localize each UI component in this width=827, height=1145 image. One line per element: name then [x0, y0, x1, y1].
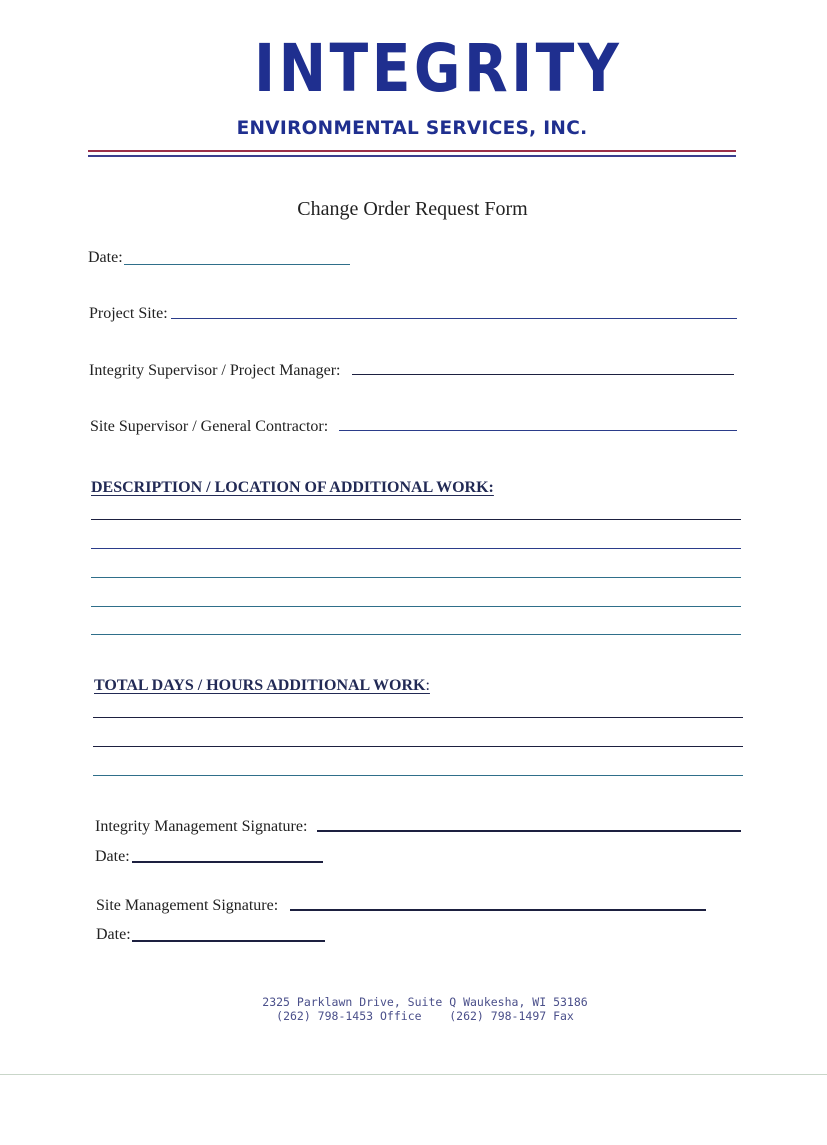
integrity-signature-date-label: Date: — [95, 848, 130, 865]
site-signature-label: Site Management Signature: — [96, 897, 279, 914]
form-title: Change Order Request Form — [297, 198, 528, 220]
site-supervisor-label: Site Supervisor / General Contractor: — [90, 418, 329, 435]
site-signature-date-label: Date: — [96, 926, 131, 943]
page-bottom-edge — [0, 1074, 827, 1075]
integrity-signature-label: Integrity Management Signature: — [95, 818, 308, 835]
footer-phones: (262) 798-1453 Office (262) 798-1497 Fax — [276, 1009, 574, 1023]
date-field[interactable] — [124, 264, 350, 265]
site-signature-field[interactable] — [290, 909, 706, 911]
project-site-label: Project Site: — [89, 305, 168, 322]
total-days-hours-line[interactable] — [93, 775, 743, 776]
site-signature-date-field[interactable] — [132, 940, 325, 942]
total-days-hours-line[interactable] — [93, 717, 743, 718]
company-logo-text: INTEGRITY — [254, 30, 623, 107]
total-days-hours-heading — [94, 677, 430, 695]
integrity-supervisor-field[interactable] — [352, 374, 734, 375]
header-rule-red — [88, 150, 736, 152]
total-days-hours-heading-text: TOTAL DAYS / HOURS ADDITIONAL WORK — [94, 677, 426, 694]
description-heading: DESCRIPTION / LOCATION OF ADDITIONAL WORK: — [91, 479, 494, 496]
site-supervisor-field[interactable] — [339, 430, 737, 431]
header-rule-blue — [88, 155, 736, 157]
description-line[interactable] — [91, 606, 741, 607]
date-label: Date: — [88, 249, 123, 266]
description-line[interactable] — [91, 519, 741, 520]
company-subtitle: ENVIRONMENTAL SERVICES, INC. — [236, 118, 588, 139]
description-line[interactable] — [91, 548, 741, 549]
description-line[interactable] — [91, 577, 741, 578]
integrity-supervisor-label: Integrity Supervisor / Project Manager: — [89, 362, 341, 379]
total-days-hours-line[interactable] — [93, 746, 743, 747]
total-days-hours-heading-colon: : — [425, 677, 430, 694]
footer-address: 2325 Parklawn Drive, Suite Q Waukesha, WI 53186 — [262, 995, 588, 1009]
description-line[interactable] — [91, 634, 741, 635]
integrity-signature-field[interactable] — [317, 830, 741, 832]
integrity-signature-date-field[interactable] — [132, 861, 323, 863]
project-site-field[interactable] — [171, 318, 737, 319]
